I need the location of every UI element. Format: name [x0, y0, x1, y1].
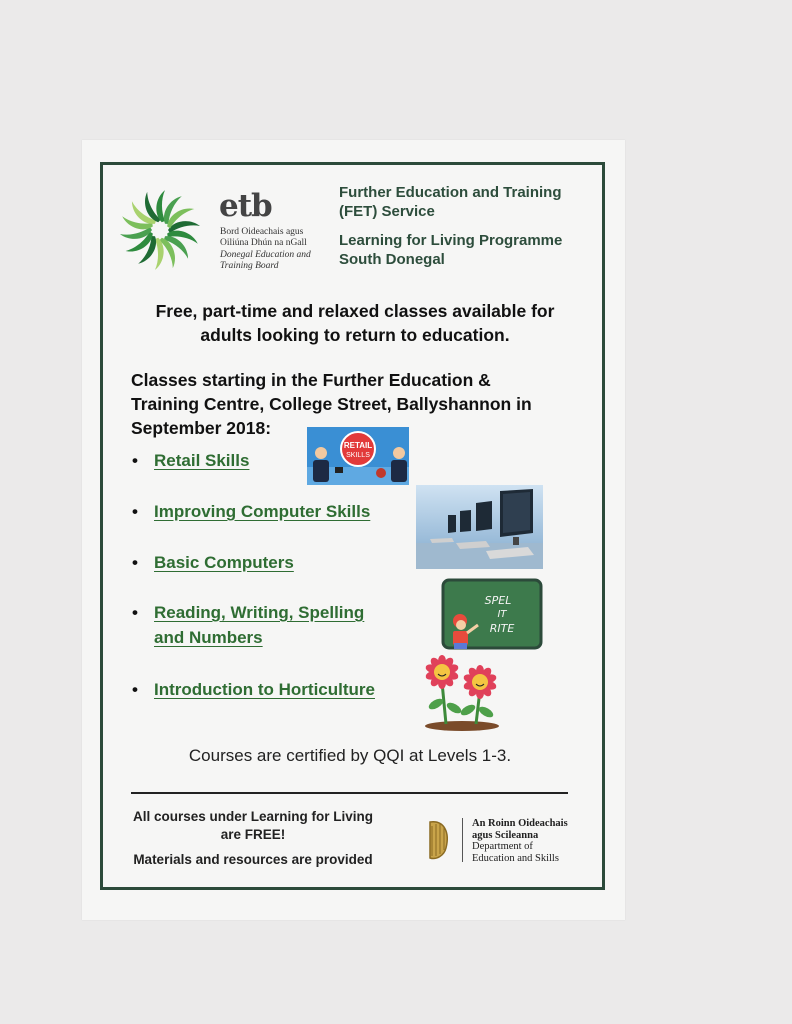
intro-line1: Free, part-time and relaxed classes available for	[155, 301, 555, 321]
bullet: •	[132, 502, 138, 521]
retail-sign-text2: SKILLS	[346, 452, 370, 459]
classes-heading-line3: September 2018:	[131, 418, 272, 438]
certification-note: Courses are certified by QQI at Levels 1-3.	[188, 746, 512, 765]
course-item-retail-skills	[132, 448, 249, 473]
dept-english-line2: Education and Skills	[472, 852, 559, 864]
bullet: •	[132, 680, 138, 699]
chalkboard-word-3: RITE	[489, 622, 515, 635]
etb-logo-text: etb	[219, 188, 272, 224]
intro-text	[120, 299, 590, 347]
retail-sign-text: RETAIL	[343, 441, 373, 450]
course-label[interactable]: Basic Computers	[154, 553, 294, 572]
bullet: •	[132, 553, 138, 572]
footer-materials-note: Materials and resources are provided	[133, 852, 373, 867]
header-fet-line1: Further Education and Training	[339, 184, 562, 201]
course-label[interactable]: Introduction to Horticulture	[154, 680, 375, 699]
chalkboard-word-1: SPEL	[484, 594, 512, 607]
dept-name	[472, 818, 568, 864]
etb-irish-name	[220, 227, 307, 249]
spelling-chalkboard-image	[440, 577, 545, 657]
course-item-basic-computers	[132, 550, 294, 575]
etb-irish-name-line2: Oiliúna Dhún na nGall	[220, 238, 307, 248]
course-item-reading-writing	[132, 600, 364, 650]
course-label-line2[interactable]: and Numbers	[154, 628, 263, 647]
footer-free-line1: All courses under Learning for Living	[132, 809, 374, 824]
etb-irish-name-line1: Bord Oideachais agus	[220, 227, 304, 237]
flowers-image	[420, 652, 502, 734]
harp-emblem-icon	[422, 818, 452, 862]
course-item-improving-computer-skills	[132, 499, 370, 524]
dept-irish-line2: agus Scileanna	[472, 829, 539, 841]
header-programme-line2: South Donegal	[339, 251, 445, 268]
header-fet-line2: (FET) Service	[339, 203, 435, 220]
course-label[interactable]: Reading, Writing, Spelling	[154, 603, 365, 622]
retail-skills-image	[307, 427, 409, 485]
course-label[interactable]: Improving Computer Skills	[154, 502, 371, 521]
dept-divider	[462, 818, 463, 862]
dept-irish-line1: An Roinn Oideachais	[472, 818, 568, 829]
etb-english-name-line1: Donegal Education and	[220, 250, 311, 260]
chalkboard-word-2: IT	[497, 609, 507, 620]
divider	[131, 792, 568, 794]
classes-heading-line1: Classes starting in the Further Education &	[131, 370, 491, 390]
intro-line2: adults looking to return to education.	[200, 325, 510, 345]
footer-free-note	[118, 808, 388, 844]
bullet: •	[132, 451, 138, 470]
footer-free-line2: are FREE!	[220, 827, 286, 842]
etb-logo-swirl-icon	[112, 186, 208, 274]
classes-heading-line2: Training Centre, College Street, Ballyshannon in	[131, 394, 532, 414]
course-label[interactable]: Retail Skills	[154, 451, 250, 470]
etb-english-name-line2: Training Board	[220, 261, 279, 271]
bullet: •	[132, 603, 138, 622]
etb-english-name	[220, 250, 311, 272]
course-item-horticulture	[132, 677, 375, 702]
dept-english-line1: Department of	[472, 841, 533, 852]
computer-lab-image	[416, 485, 543, 569]
header-programme-line1: Learning for Living Programme	[339, 232, 563, 249]
